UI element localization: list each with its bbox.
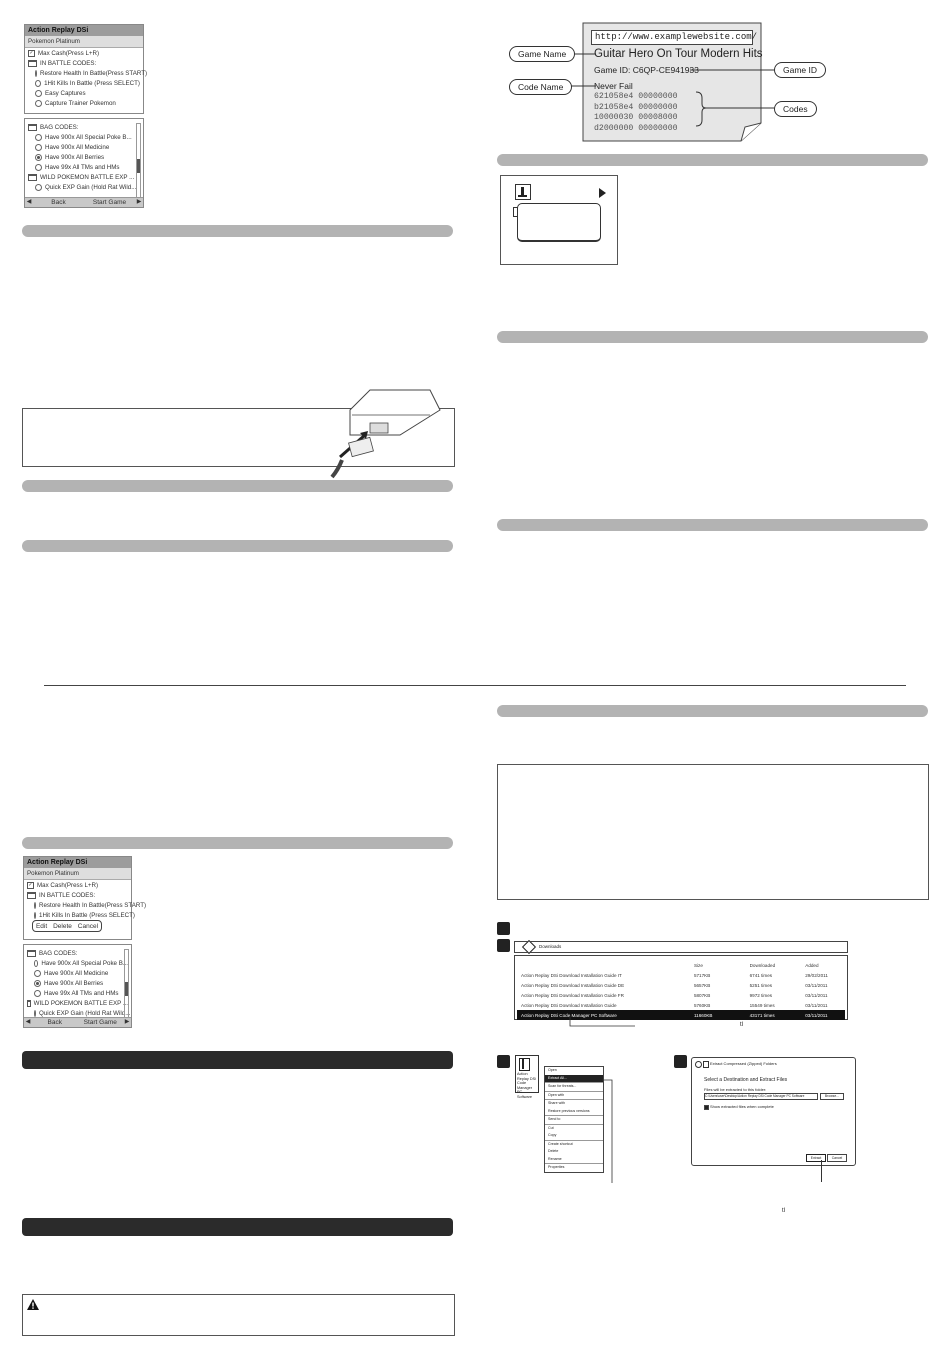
show-files-checkbox[interactable]	[704, 1105, 709, 1110]
code-item[interactable]: ✓ Max Cash(Press L+R)	[28, 881, 99, 889]
section-header-bar	[497, 705, 928, 717]
code-item[interactable]: 1Hit Kills In Battle (Press SELECT)	[24, 910, 131, 920]
scrollbar[interactable]	[136, 123, 141, 203]
radio-icon[interactable]	[34, 990, 41, 997]
step-marker	[497, 939, 510, 952]
radio-icon[interactable]	[34, 912, 36, 919]
ds-title: Action Replay DSi	[25, 25, 143, 36]
dialog-title: Extract Compressed (Zipped) Folders	[710, 1061, 777, 1066]
cable-illustration	[330, 385, 440, 480]
edit-popup	[32, 920, 102, 932]
url-field: http://www.examplewebsite.com/	[591, 30, 753, 45]
downloads-header	[514, 941, 848, 953]
code-item[interactable]: Have 900x All Berries	[24, 978, 131, 988]
folder-icon	[27, 1000, 31, 1007]
zip-file-label: Action Replay DSi Code Manager PC Software	[517, 1072, 536, 1099]
destination-label: Files will be extracted to this folder:	[704, 1087, 767, 1092]
downloads-title: Downloads	[539, 944, 562, 949]
menu-item[interactable]: Restore previous versions	[548, 1108, 590, 1113]
codes-callout: Codes	[774, 101, 817, 117]
menu-item[interactable]: Create shortcut	[545, 1140, 603, 1149]
menu-item[interactable]: Cut	[545, 1124, 603, 1133]
menu-item[interactable]: Open	[548, 1068, 557, 1072]
start-game-button[interactable]: Start Game	[83, 1019, 117, 1026]
zip-small-icon	[703, 1061, 709, 1068]
menu-item[interactable]: Rename	[548, 1156, 562, 1161]
code-item[interactable]: Have 900x All Special Poke B...	[24, 958, 131, 968]
code-item[interactable]: Quick EXP Gain (Hold Rat Wild...	[25, 182, 143, 192]
menu-item[interactable]: Properties	[545, 1163, 603, 1172]
folder-icon	[28, 60, 37, 67]
back-button[interactable]: Back	[51, 199, 66, 206]
code-item[interactable]: Easy Captures	[25, 88, 143, 98]
code-item[interactable]: Have 900x All Medicine	[24, 968, 131, 978]
folder-icon	[28, 124, 37, 131]
joystick-icon	[515, 184, 531, 200]
code-name-callout: Code Name	[509, 79, 572, 95]
diamond-icon	[522, 940, 536, 954]
section-header-bar	[497, 519, 928, 531]
code-item[interactable]: Have 900x All Medicine	[25, 142, 143, 152]
ds-game: Pokemon Platinum	[25, 36, 143, 48]
checkbox-icon[interactable]: ✓	[28, 881, 33, 888]
radio-icon[interactable]	[35, 154, 42, 161]
right-arrow-icon: ▶	[136, 199, 142, 205]
radio-icon[interactable]	[34, 980, 41, 987]
dialog-heading: Select a Destination and Extract Files	[704, 1077, 788, 1083]
ds-screen-top-2	[23, 856, 147, 940]
table-row-selected[interactable]: Action Replay DSi Code Manager PC Software 11660KB 43171 times 03/11/2011	[517, 1010, 845, 1020]
pointer-line	[602, 1078, 614, 1188]
back-arrow-icon[interactable]	[695, 1061, 702, 1068]
menu-item[interactable]: Share with	[545, 1099, 603, 1108]
ds-screen-bottom-2	[23, 944, 132, 1028]
table-row[interactable]: Action Replay DSi Download Installation Guide DE 5657KB 5251 times 03/11/2011	[521, 982, 828, 988]
delete-button[interactable]: Delete	[53, 922, 72, 930]
left-arrow-icon: ◀	[26, 199, 32, 205]
extract-dialog	[691, 1057, 856, 1166]
menu-item[interactable]: Open with	[545, 1091, 603, 1100]
radio-icon[interactable]	[35, 134, 42, 141]
folder-item[interactable]: IN BATTLE CODES:	[24, 890, 131, 900]
edit-button[interactable]: Edit	[35, 922, 48, 930]
code-line: 10000030 00008000	[594, 113, 678, 122]
ds-footer	[25, 197, 143, 207]
radio-icon[interactable]	[34, 970, 41, 977]
info-box	[497, 764, 929, 900]
code-item[interactable]: Have 900x All Special Poke B...	[25, 132, 143, 142]
ds-title: Action Replay DSi	[24, 857, 131, 868]
section-header-bar-dark	[22, 1051, 453, 1069]
code-item[interactable]: Capture Trainer Pokemon	[25, 98, 143, 108]
code-item[interactable]: Restore Health In Battle(Press START)	[24, 900, 131, 910]
browse-button[interactable]: Browse...	[820, 1093, 844, 1100]
context-menu	[544, 1066, 604, 1173]
radio-icon[interactable]	[35, 80, 41, 87]
checkbox-icon[interactable]: ✓	[29, 49, 34, 56]
section-header-bar	[22, 480, 453, 492]
menu-item[interactable]: Scan for threats...	[545, 1082, 603, 1091]
menu-item[interactable]: Copy	[548, 1133, 557, 1137]
folder-item[interactable]: WILD POKEMON BATTLE EXP ...	[25, 172, 143, 182]
destination-input[interactable]: C:\Users\user\Desktop\Action Replay DSi Code Manager PC Software	[704, 1093, 818, 1100]
tl-mark: tl	[782, 1208, 785, 1214]
radio-icon[interactable]	[34, 902, 36, 909]
menu-item[interactable]: Send to	[545, 1115, 603, 1124]
callout-lines	[560, 40, 780, 140]
back-button[interactable]: Back	[47, 1019, 62, 1026]
code-item[interactable]: Have 99x All TMs and HMs	[25, 162, 143, 172]
ds-game: Pokemon Platinum	[24, 868, 131, 880]
fold-line	[44, 685, 906, 686]
right-arrow-icon	[599, 188, 606, 198]
step-marker	[497, 922, 510, 935]
ds-footer	[24, 1017, 131, 1027]
code-item[interactable]: Have 900x All Berries	[25, 152, 143, 162]
ds-screen-top	[24, 24, 148, 114]
radio-icon[interactable]	[35, 100, 42, 107]
game-name-text: Guitar Hero On Tour Modern Hits	[594, 48, 763, 60]
step-marker	[674, 1055, 687, 1068]
folder-item[interactable]: WILD POKEMON BATTLE EXP ...	[24, 998, 131, 1008]
step-marker	[497, 1055, 510, 1068]
game-id-text: Game ID: C6QP-CE941933	[594, 65, 699, 75]
folder-item[interactable]: IN BATTLE CODES:	[25, 58, 143, 68]
code-item[interactable]: Have 99x All TMs and HMs	[24, 988, 131, 998]
folder-item[interactable]: BAG CODES:	[24, 948, 131, 958]
radio-icon[interactable]	[35, 70, 37, 77]
section-header-bar	[497, 154, 928, 166]
code-item[interactable]: Restore Health In Battle(Press START)	[25, 68, 143, 78]
radio-icon[interactable]	[34, 960, 38, 967]
warning-box	[22, 1294, 455, 1336]
game-id-callout: Game ID	[774, 62, 826, 78]
scrollbar[interactable]	[124, 949, 129, 1023]
game-name-callout: Game Name	[509, 46, 575, 62]
table-header: Size Downloaded Added	[693, 962, 819, 968]
code-line: b21058e4 00000000	[594, 102, 678, 112]
pointer-line	[565, 1016, 635, 1030]
folder-icon	[27, 892, 36, 899]
show-files-label: Show extracted files when complete	[710, 1104, 774, 1109]
menu-item[interactable]: Delete	[548, 1149, 559, 1153]
radio-icon[interactable]	[35, 90, 42, 97]
radio-icon[interactable]	[35, 144, 42, 151]
extract-button[interactable]: Extract	[806, 1154, 826, 1162]
radio-icon[interactable]	[34, 1010, 36, 1017]
pointer-line	[821, 1160, 822, 1182]
table-row[interactable]: Action Replay DSi Download Installation Guide 5760KB 15549 times 03/11/2011	[521, 1002, 828, 1008]
section-header-bar	[22, 837, 453, 849]
ds-screen-bottom	[24, 118, 144, 208]
tl-mark: tl	[740, 1022, 743, 1028]
dialog-bubble	[517, 203, 601, 242]
warning-icon	[27, 1299, 39, 1310]
menu-item-extract-all[interactable]: Extract All...	[545, 1075, 603, 1083]
right-arrow-icon: ▶	[124, 1019, 130, 1025]
radio-icon[interactable]	[35, 164, 42, 171]
table-row[interactable]: Action Replay DSi Download Installation Guide IT 5717KB 6741 times 29/02/2011	[521, 972, 828, 978]
cancel-button[interactable]: Cancel	[827, 1154, 847, 1162]
section-header-bar	[497, 331, 928, 343]
left-arrow-icon: ◀	[25, 1019, 31, 1025]
section-header-bar-dark	[22, 1218, 453, 1236]
dsi-menu-illustration	[500, 175, 618, 265]
folder-icon	[27, 950, 36, 957]
downloads-table	[517, 960, 845, 1020]
code-line: 621058e4 00000000	[594, 92, 678, 101]
section-header-bar	[22, 225, 453, 237]
table-row[interactable]: Action Replay DSi Download Installation Guide FR 5807KB 9972 times 03/11/2011	[521, 992, 828, 998]
code-item[interactable]: Quick EXP Gain (Hold Rat Wild...	[24, 1008, 131, 1018]
code-item[interactable]: ✓ Max Cash(Press L+R)	[29, 49, 100, 57]
folder-item[interactable]: BAG CODES:	[25, 122, 143, 132]
code-line: d2000000 00000000	[594, 123, 678, 133]
folder-icon	[28, 174, 37, 181]
radio-icon[interactable]	[35, 184, 42, 191]
zip-file-icon	[515, 1055, 539, 1099]
code-item[interactable]: 1Hit Kills In Battle (Press SELECT)	[25, 78, 143, 88]
code-name-text: Never Fail	[594, 81, 633, 91]
section-header-bar	[22, 540, 453, 552]
cancel-button[interactable]: Cancel	[77, 922, 99, 930]
start-game-button[interactable]: Start Game	[92, 199, 127, 206]
